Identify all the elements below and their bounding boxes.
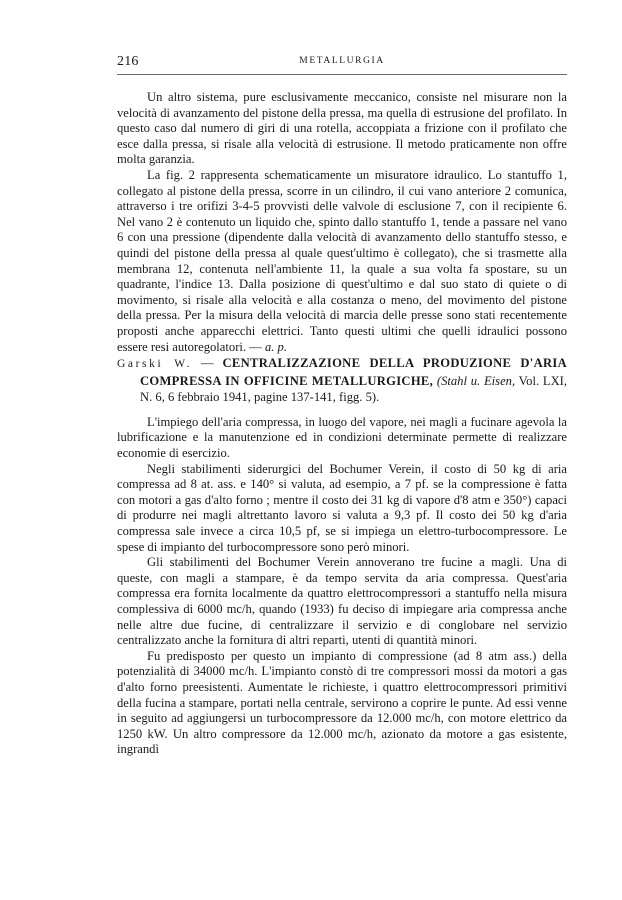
paragraph [117, 168, 567, 355]
paragraph-text: La fig. 2 rappresenta schematicamente un misuratore idraulico. Lo stantuffo 1, collegato al pistone della pressa, scorre in un cilindro, il cui vano anteriore 2 comunica, attraverso i tre orifizi 3-4-5 provvisti delle valvole di esclusione 7, con il recipiente 6. Nel vano 2 è contenuto un liquido che, spinto dallo stantuffo 1, tende a passare nel vano 6 con una pressione (dipendente dalla velocità di avanzamento dello stantuffo stesso, e quindi del pistone della pressa al quale quest'ultimo è collegato), che si trasmette alla membrana 12, contenuta nell'ambiente 11, la quale a sua volta fa spostare, su un quadrante, l'indice 13. Dalla posizione di quest'ultimo e dal suo stato di quiete o di movimento, si risale alla velocità e alla costanza o meno, del movimento del pistone della pressa. Per la misura della velocità di marcia delle presse sono stati recentemente proposti anche apparecchi elettrici. Tanto questi ultimi che quelli idraulici possono essere resi autoregolatori. — [117, 167, 567, 354]
review-heading [117, 355, 567, 406]
body-text [117, 90, 567, 758]
dash: — [201, 356, 214, 371]
citation-details: Vol. LXI, N. 6, 6 febbraio 1941, pagine 137-141, figg. 5). [140, 373, 568, 405]
page-header [117, 54, 567, 72]
header-rule [117, 74, 567, 75]
page-number: 216 [117, 54, 139, 69]
author-signature: a. p. [264, 339, 287, 354]
paragraph: L'impiego dell'aria compressa, in luogo del vapore, nei magli a fucinare agevola la lubrificazione e la manutenzione ed in condizioni determinate permette di realizzare economie di esercizio. [117, 414, 567, 461]
running-title: METALLURGIA [299, 56, 385, 66]
paragraph: Negli stabilimenti siderurgici del Bochumer Verein, il costo di 50 kg di aria compressa ad 8 at. ass. e 140° si valuta, ad esempio, a 7 pf. se la compressione è fatta con motori a gas d'alto forno ; mentre il costo dei 31 kg di vapore d'8 atm e 350°) capaci di produrre nei magli altrettanto lavoro si valuta a 9,3 pf. Il costo dei 50 kg d'aria compressa sale invece a circa 10,5 pf, se si impiega un elettro-turbocompressore. Le spese di impianto del turbocompressore sono però minori. [117, 461, 567, 554]
paragraph: Un altro sistema, pure esclusivamente meccanico, consiste nel misurare non la velocità di avanzamento del pistone della pressa, ma quella di estrusione del profilato. In questo caso dal numero di giri di una rotella, accoppiata a frizione con il profilato che esce dalla pressa, si risale alla velocità di estrusione. Il metodo praticamente non offre molta garanzia. [117, 90, 567, 167]
paragraph: Gli stabilimenti del Bochumer Verein annoverano tre fucine a magli. Una di queste, con magli a stampare, è da tempo servita da aria compressa. Quest'aria compressa era fornita localmente da quattro elettrocompressori a stantuffo nella misura complessiva di 6000 mc/h, quando (1933) fu deciso di impiegare aria compressa anche nelle altre due fucine, di centralizzare il servizio e di conglobare nel servizio centralizzato anche la fornitura di altri reparti, utenti di quantità minori. [117, 555, 567, 648]
review-title: CENTRALIZZAZIONE DELLA PRODUZIONE D'ARIA COMPRESSA IN OFFICINE METALLURGICHE, [140, 356, 567, 388]
spacer [117, 406, 567, 415]
citation-journal: (Stahl u. Eisen, [436, 373, 516, 388]
review-author: Garski W. [117, 358, 193, 371]
paragraph: Fu predisposto per questo un impianto di compressione (ad 8 atm ass.) della potenzialità di 34000 mc/h. L'impianto constò di tre compressori mossi da motori a gas d'alto forno preesistenti. Aumentate le richieste, i quattro elettrocompressori primitivi della fucina a stampare, portati nella centrale, servirono a coprire le punte. Ad essi venne in seguito ad aggiungersi un turbocompressore da 12.000 mc/h, con motore elettrico da 1250 kW. Un altro compressore da 12.000 mc/h, azionato da motore a gas esistente, ingrandì [117, 648, 567, 757]
